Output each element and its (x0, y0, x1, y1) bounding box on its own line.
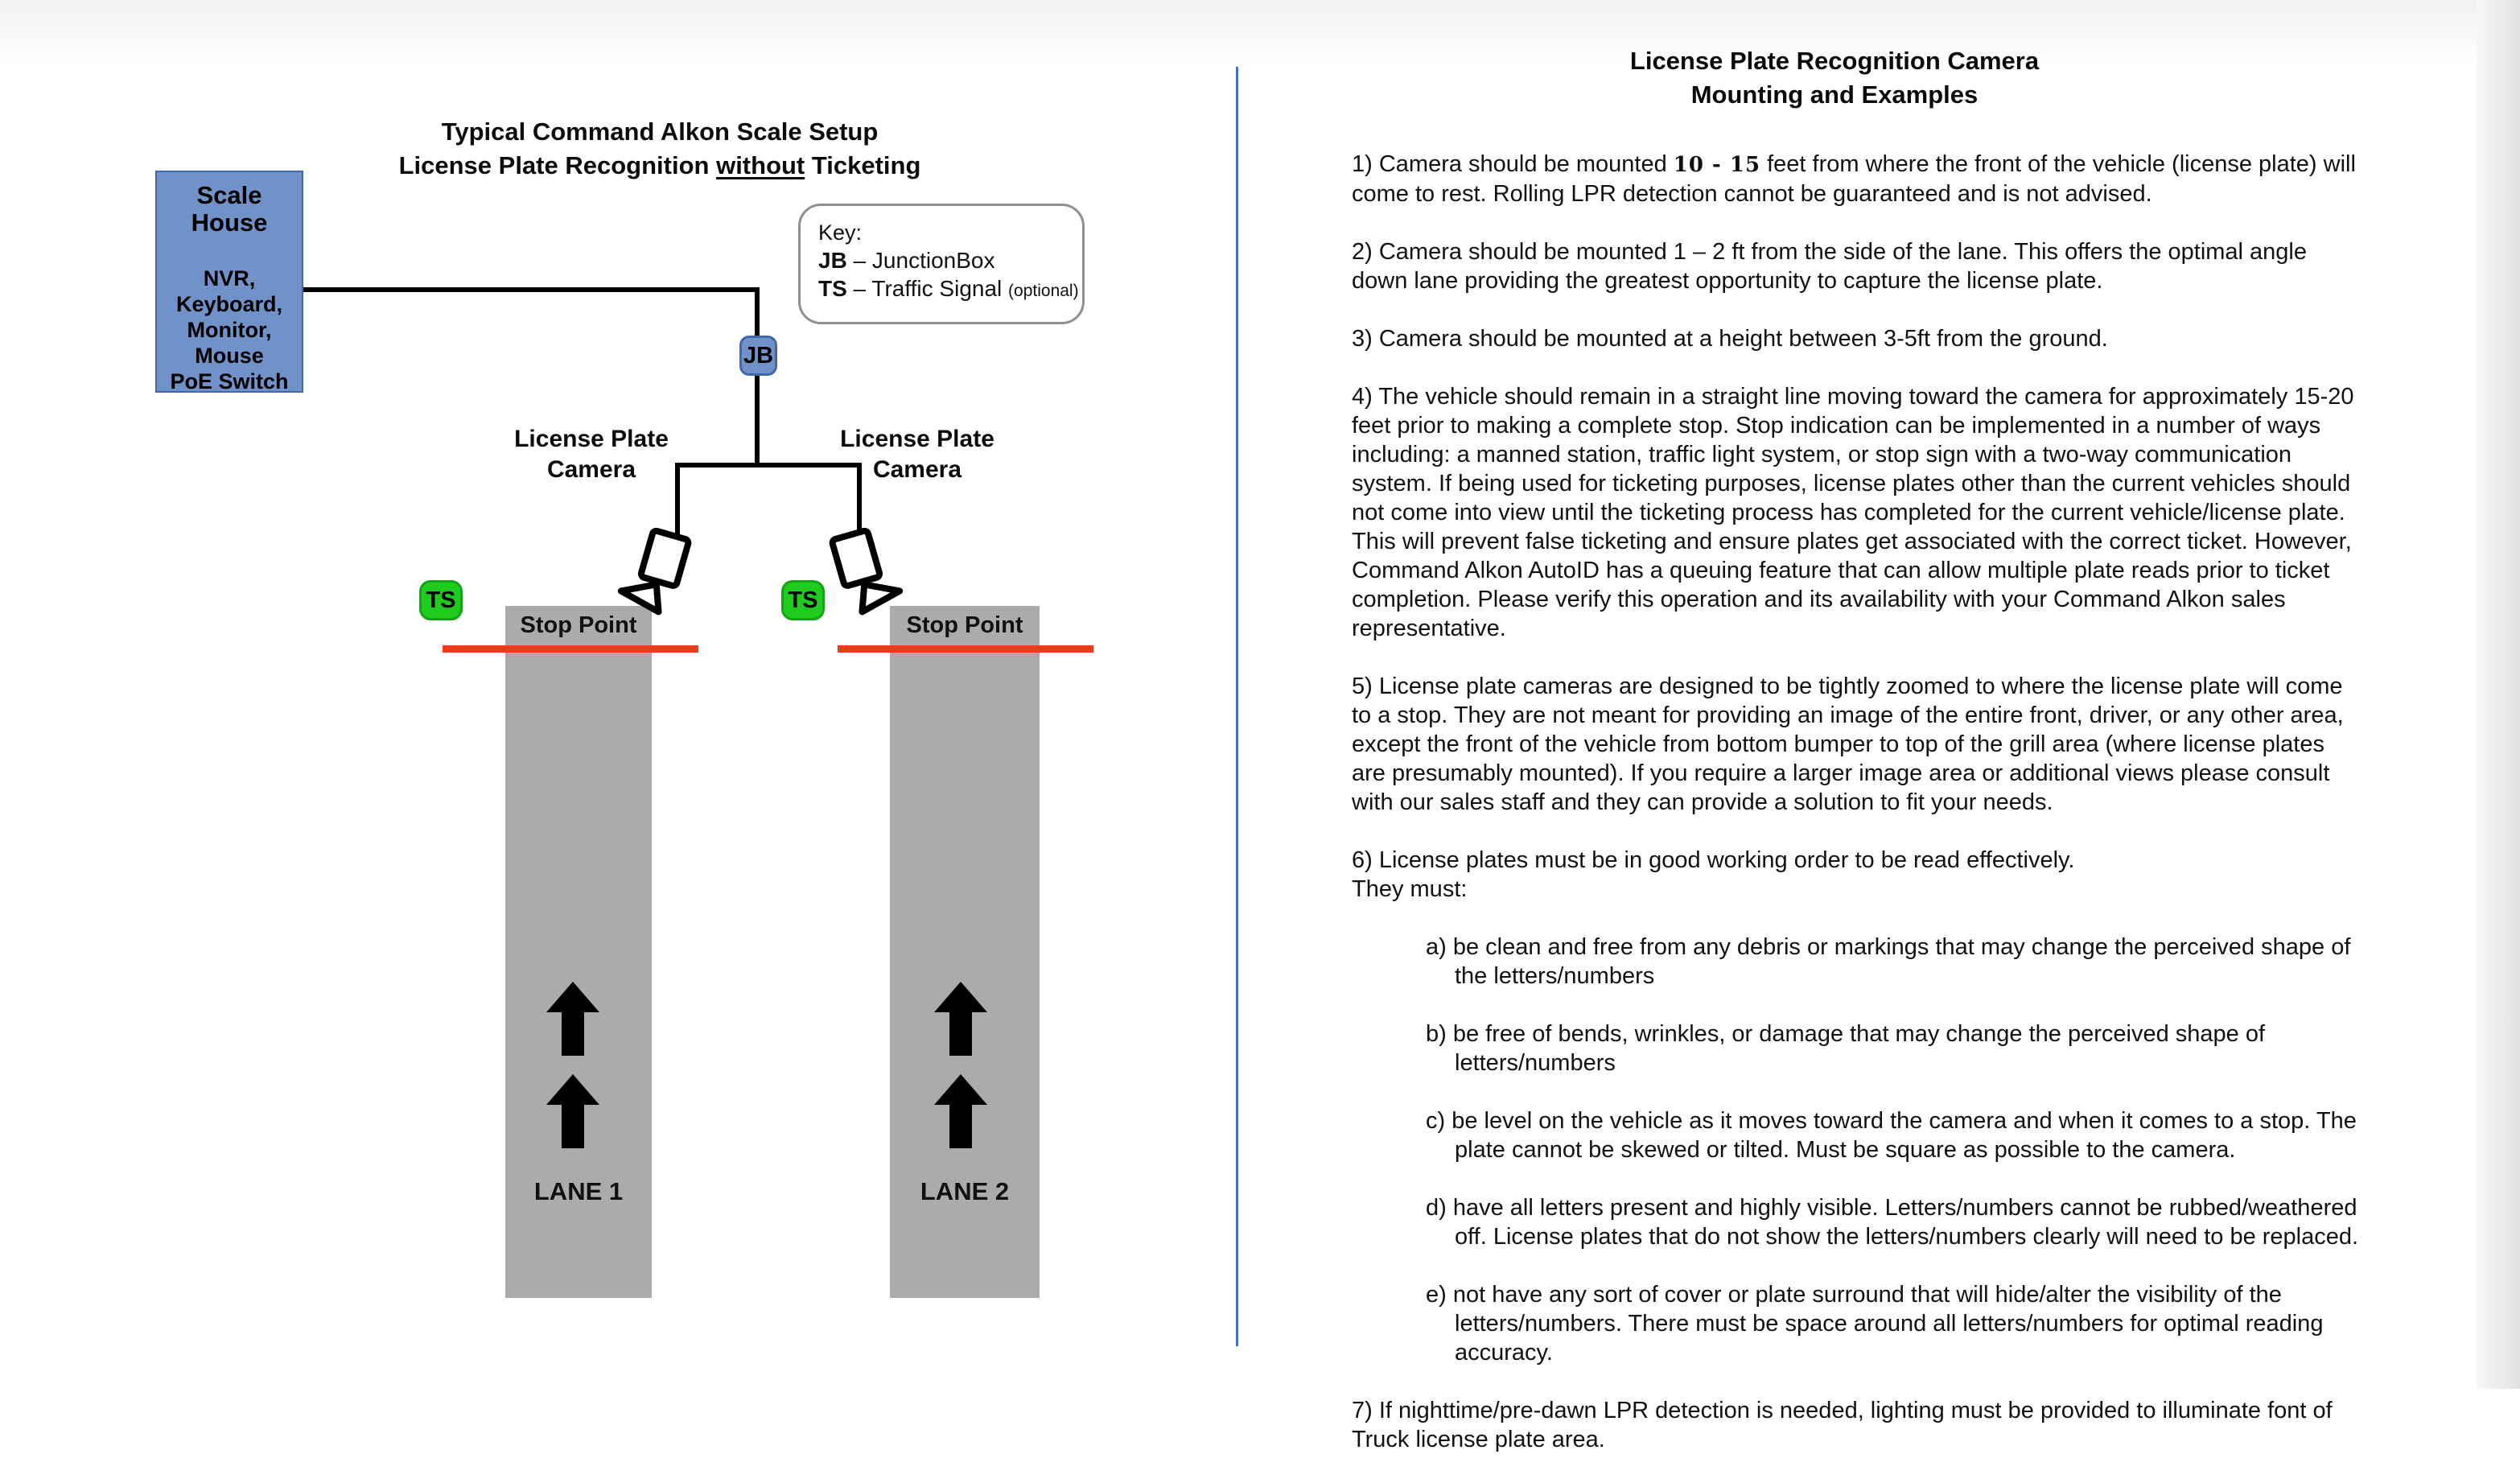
distance-range: 10 - 15 (1673, 153, 1761, 177)
key-item-jb: JB – JunctionBox (818, 248, 995, 273)
stop-point-label-lane2: Stop Point (906, 612, 1023, 638)
paragraph-1: 1) Camera should be mounted 10 - 15 feet from where the front of the vehicle (license plate) will come to rest. Rolling LPR detection cannot be guaranteed and is not advised. (1352, 151, 2356, 207)
list-item-b: b) be free of bends, wrinkles, or damage that may change the perceived shape of letters/numbers (1426, 1021, 2266, 1076)
stop-point-label-lane1: Stop Point (520, 612, 637, 638)
scale-house-equipment: NVR, Keyboard, Monitor, Mouse PoE Switch (170, 266, 289, 393)
stop-line-lane1 (443, 645, 698, 653)
paragraph-6-intro: 6) License plates must be in good working order to be read effectively. (1352, 847, 2075, 873)
diagram-title-line1: Typical Command Alkon Scale Setup (441, 117, 879, 146)
paragraph-2: 2) Camera should be mounted 1 – 2 ft from the side of the lane. This offers the optimal angle down lane providing the greatest opportunity to capture the license plate. (1352, 239, 2308, 294)
underlined-word: without (716, 151, 805, 179)
key-item-ts: TS – Traffic Signal (optional) (818, 276, 1079, 301)
instructions-text (1352, 150, 2359, 1483)
paragraph-4: 4) The vehicle should remain in a straight line moving toward the camera for approximately 15-20 feet prior to making a complete stop. Stop indication can be implemented in a number of ways including: a manned station, traffic light system, or stop sign with a two-way communication system. If being used for ticketing purposes, license plates other than the current vehicles should not come into view until the ticketing process has completed for the current vehicle/license plate. This will prevent false ticketing and ensure plates get associated with the correct ticket. However, Command Alkon AutoID has a queuing feature that can allow multiple plate reads prior to ticket completion. Please verify this operation and its availability with your Command Alkon sales representative. (1352, 384, 2354, 641)
page-title (1332, 44, 2337, 112)
lpr-camera-icon-right (831, 526, 902, 615)
key-optional-note: (optional) (1008, 282, 1079, 300)
lane2-label: LANE 2 (920, 1177, 1010, 1205)
lane-direction-arrows (546, 982, 987, 1148)
list-item-e: e) not have any sort of cover or plate surround that will hide/alter the visibility of the letters/numbers. There must be space around all letters/numbers for optimal reading accuracy. (1426, 1282, 2324, 1366)
page-title-line1: License Plate Recognition Camera (1629, 47, 2040, 75)
paragraph-6-subintro: They must: (1352, 876, 1468, 902)
lane1-label: LANE 1 (533, 1177, 624, 1205)
traffic-signal-badge-lane2: TS (781, 580, 825, 620)
camera-label-left: License Plate Camera (514, 426, 669, 483)
list-item-d: d) have all letters present and highly visible. Letters/numbers cannot be rubbed/weathered off. License plates that do not show the letters/numbers clearly will need to be replaced. (1426, 1195, 2359, 1250)
stop-line-lane2 (838, 645, 1093, 653)
paragraph-3: 3) Camera should be mounted at a height between 3-5ft from the ground. (1352, 326, 2108, 352)
diagram-title-line2: License Plate Recognition without Ticketing (398, 151, 921, 179)
paragraph-5: 5) License plate cameras are designed to be tightly zoomed to where the license plate will come to a stop. They are not meant for providing an image of the entire front, driver, or any other area, except the front of the vehicle from bottom bumper to top of the grill area (where license plates are presumably mounted). If you require a larger image area or additional views please consult with our sales staff and they can provide a solution to fit your needs. (1352, 674, 2344, 815)
camera-label-right: License Plate Camera (840, 426, 994, 483)
list-item-a: a) be clean and free from any debris or markings that may change the perceived shape of the letters/numbers (1426, 934, 2351, 989)
list-item-c: c) be level on the vehicle as it moves toward the camera and when it comes to a stop. The plate cannot be skewed or tilted. Must be square as possible to the camera. (1426, 1108, 2357, 1163)
network-cables (303, 290, 859, 536)
key-heading: Key: (818, 220, 863, 245)
paragraph-7: 7) If nighttime/pre-dawn LPR detection is needed, lighting must be provided to illuminate font of Truck license plate area. (1352, 1398, 2333, 1452)
paragraph-6 (1352, 846, 2359, 1367)
scale-house-name: Scale House (191, 181, 268, 237)
scan-right-edge (2477, 0, 2520, 1389)
page-title-line2: Mounting and Examples (1690, 80, 1979, 109)
lpr-camera-icon-left (619, 526, 690, 615)
scale-house-box (155, 171, 303, 393)
traffic-signal-badge-lane1: TS (419, 580, 463, 620)
junction-box-badge: JB (739, 336, 777, 376)
scale-setup-diagram (0, 0, 1239, 1389)
